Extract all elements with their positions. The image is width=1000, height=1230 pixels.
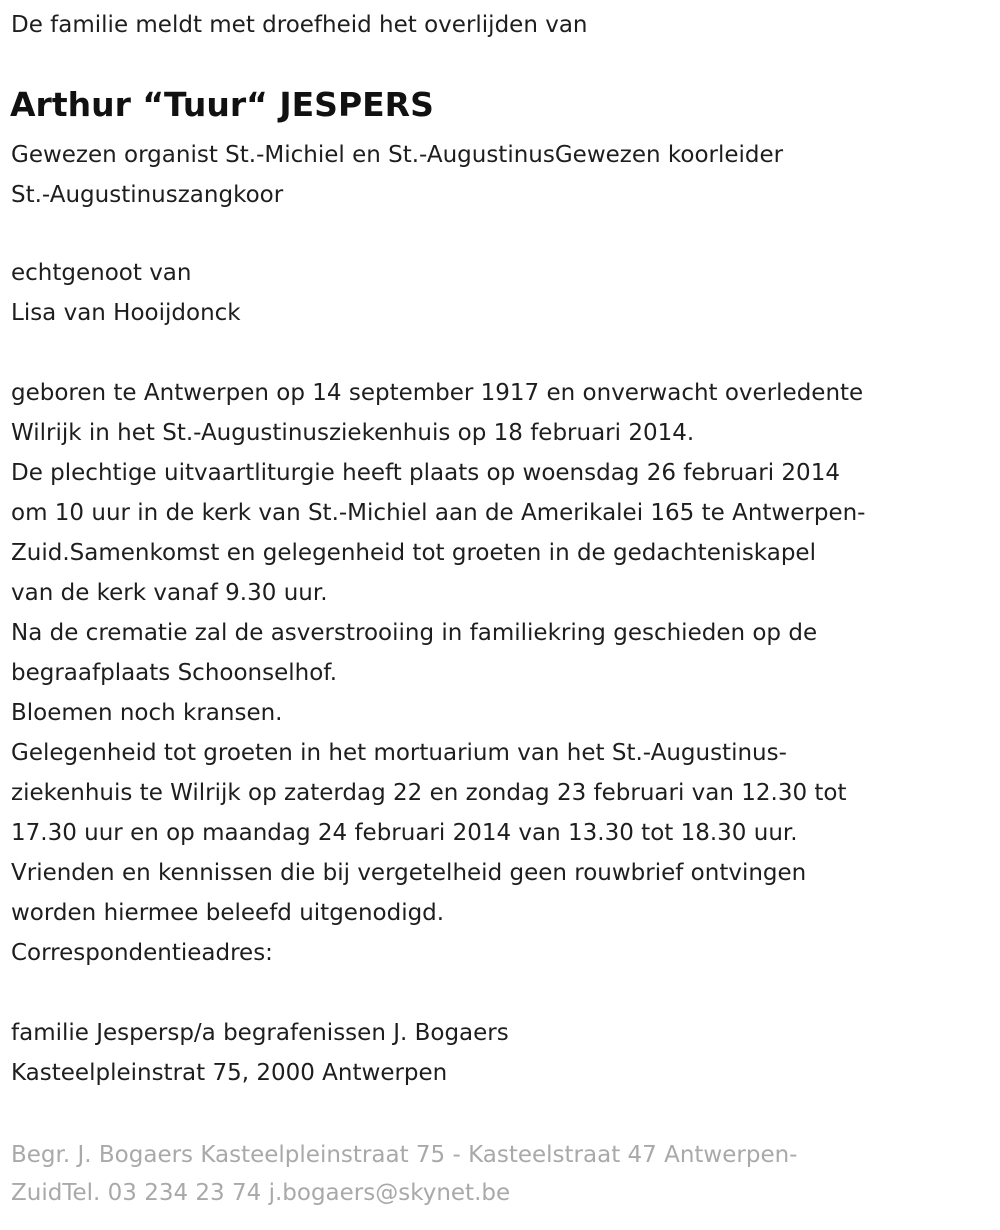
body-line: om 10 uur in de kerk van St.-Michiel aan de Amerikalei 165 te Antwerpen- xyxy=(11,500,866,526)
footer-line: Begr. J. Bogaers Kasteelpleinstraat 75 - Kasteelstraat 47 Antwerpen- xyxy=(11,1142,798,1168)
body-line: ziekenhuis te Wilrijk op zaterdag 22 en zondag 23 februari van 12.30 tot xyxy=(11,780,847,806)
body-line: van de kerk vanaf 9.30 uur. xyxy=(11,580,328,606)
body-line: begraafplaats Schoonselhof. xyxy=(11,660,338,686)
body-line: worden hiermee beleefd uitgenodigd. xyxy=(11,900,445,926)
body-line: Correspondentieadres: xyxy=(11,940,273,966)
intro-text: De familie meldt met droefheid het overlijden van xyxy=(11,12,588,38)
body-line: Na de crematie zal de asverstrooiing in familiekring geschieden op de xyxy=(11,620,818,646)
body-line: 17.30 uur en op maandag 24 februari 2014 van 13.30 tot 18.30 uur. xyxy=(11,820,798,846)
spouse-name: Lisa van Hooijdonck xyxy=(11,300,241,326)
body-line: De plechtige uitvaartliturgie heeft plaats op woensdag 26 februari 2014 xyxy=(11,460,840,486)
body-line: Gelegenheid tot groeten in het mortuarium van het St.-Augustinus- xyxy=(11,740,787,766)
footer-line: ZuidTel. 03 234 23 74 j.bogaers@skynet.be xyxy=(11,1180,511,1206)
deceased-name: Arthur “Tuur“ JESPERS xyxy=(10,85,434,124)
body-line: Zuid.Samenkomst en gelegenheid tot groeten in de gedachteniskapel xyxy=(11,540,816,566)
address-line: Kasteelpleinstrat 75, 2000 Antwerpen xyxy=(11,1060,448,1086)
body-line: Bloemen noch kransen. xyxy=(11,700,283,726)
address-line: familie Jespersp/a begrafenissen J. Bogaers xyxy=(11,1020,509,1046)
role-line: St.-Augustinuszangkoor xyxy=(11,182,284,208)
body-line: Wilrijk in het St.-Augustinusziekenhuis op 18 februari 2014. xyxy=(11,420,695,446)
spouse-label: echtgenoot van xyxy=(11,260,192,286)
body-line: geboren te Antwerpen op 14 september 1917 en onverwacht overledente xyxy=(11,380,864,406)
body-line: Vrienden en kennissen die bij vergetelheid geen rouwbrief ontvingen xyxy=(11,860,807,886)
role-line: Gewezen organist St.-Michiel en St.-AugustinusGewezen koorleider xyxy=(11,142,784,168)
